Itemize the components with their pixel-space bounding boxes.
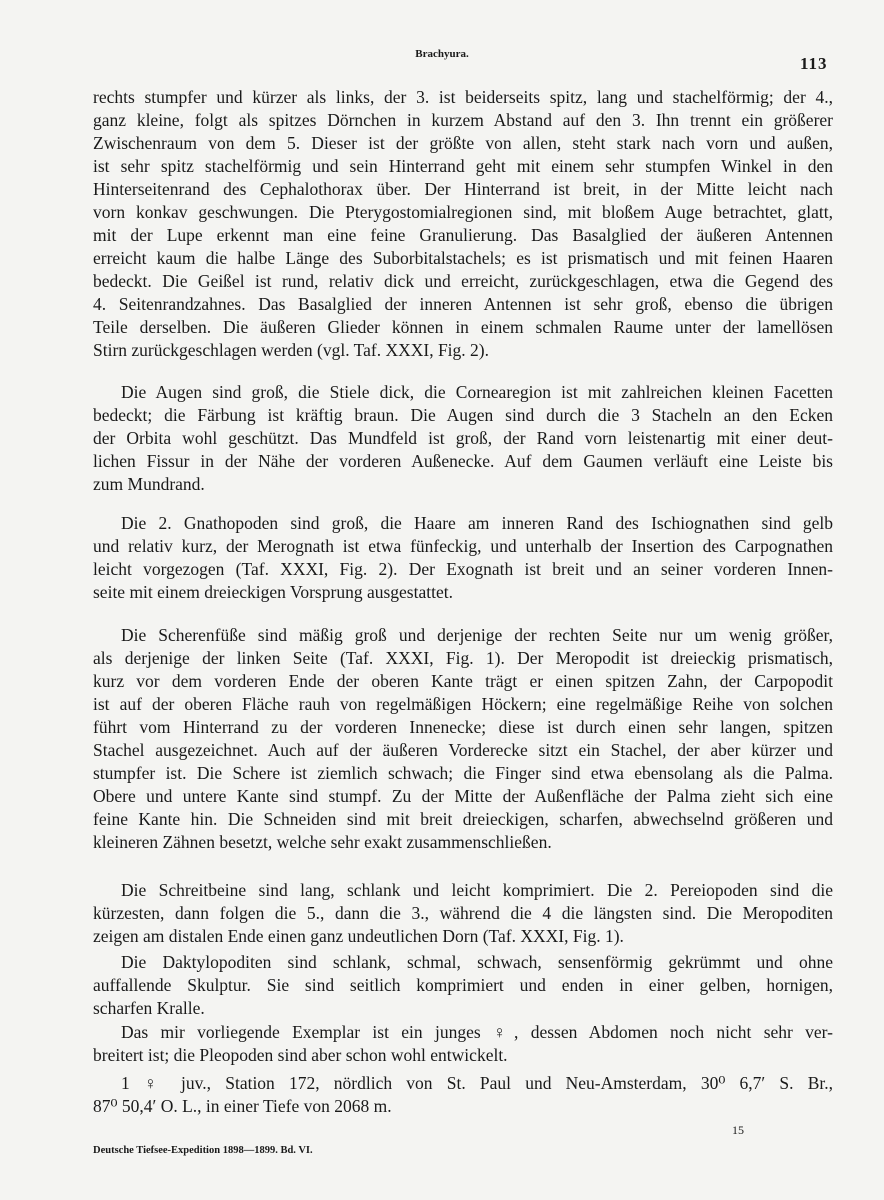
text-line: Das mir vorliegende Exemplar ist ein junges ♀, dessen Abdomen noch nicht sehr ver- xyxy=(121,1022,833,1042)
text-line: Die Schreitbeine sind lang, schlank und leicht komprimiert. Die 2. Pereiopoden sind die xyxy=(121,880,833,900)
text-line: auffallende Skulptur. Sie sind seitlich komprimiert und enden in einer gelben, hornigen, xyxy=(93,975,833,995)
text-line: Die 2. Gnathopoden sind groß, die Haare am inneren Rand des Ischiognathen sind gelb xyxy=(121,513,833,533)
text-line: 1 ♀ juv., Station 172, nördlich von St. Paul und Neu-Amsterdam, 30⁰ 6,7′ S. Br., xyxy=(121,1073,833,1093)
paragraph xyxy=(93,381,833,496)
text-line: bedeckt. Die Geißel ist rund, relativ dick und erreicht, zurückgeschlagen, etwa die Gegend des xyxy=(93,271,833,291)
text-line: Stirn zurückgeschlagen werden (vgl. Taf. XXXI, Fig. 2). xyxy=(93,340,489,360)
text-line: Die Daktylopoditen sind schlank, schmal, schwach, sensenförmig gekrümmt und ohne xyxy=(121,952,833,972)
paragraph xyxy=(93,86,833,362)
text-line: lichen Fissur in der Nähe der vorderen Außenecke. Auf dem Gaumen verläuft eine Leiste bis xyxy=(93,451,833,471)
text-line: zeigen am distalen Ende einen ganz undeutlichen Dorn (Taf. XXXI, Fig. 1). xyxy=(93,926,624,946)
text-line: rechts stumpfer und kürzer als links, der 3. ist beiderseits spitz, lang und stachelförmig; der 4., xyxy=(93,87,833,107)
text-line: Obere und untere Kante sind stumpf. Zu der Mitte der Außenfläche der Palma zieht sich eine xyxy=(93,786,833,806)
text-line: ganz kleine, folgt als spitzes Dörnchen in kurzem Abstand auf den 3. Ihn trennt ein größerer xyxy=(93,110,833,130)
text-line: stumpfer ist. Die Schere ist ziemlich schwach; die Finger sind etwa ebensolang als die Palma. xyxy=(93,763,833,783)
text-line: Die Scherenfüße sind mäßig groß und derjenige der rechten Seite nur um wenig größer, xyxy=(121,625,833,645)
text-line: breitert ist; die Pleopoden sind aber schon wohl entwickelt. xyxy=(93,1045,508,1065)
paragraph xyxy=(93,512,833,604)
text-line: und relativ kurz, der Merognath ist etwa fünfeckig, und unterhalb der Insertion des Carpognathen xyxy=(93,536,833,556)
paragraph xyxy=(93,879,833,948)
text-line: kleineren Zähnen besetzt, welche sehr exakt zusammenschließen. xyxy=(93,832,552,852)
text-line: 87⁰ 50,4′ O. L., in einer Tiefe von 2068 m. xyxy=(93,1096,392,1116)
signature-mark: 15 xyxy=(732,1123,744,1137)
text-line: als derjenige der linken Seite (Taf. XXXI, Fig. 1). Der Meropodit ist dreieckig prismatisch, xyxy=(93,648,833,668)
text-line: seite mit einem dreieckigen Vorsprung ausgestattet. xyxy=(93,582,453,602)
text-line: leicht vorgezogen (Taf. XXXI, Fig. 2). Der Exognath ist breit und an seiner vorderen Innen- xyxy=(93,559,833,579)
text-line: mit der Lupe erkennt man eine feine Granulierung. Das Basalglied der äußeren Antennen xyxy=(93,225,833,245)
text-line: bedeckt; die Färbung ist kräftig braun. Die Augen sind durch die 3 Stacheln an den Ecken xyxy=(93,405,833,425)
paragraph xyxy=(93,951,833,1020)
text-line: Hinterseitenrand des Cephalothorax über. Der Hinterrand ist breit, in der Mitte leicht nach xyxy=(93,179,833,199)
paragraph xyxy=(93,624,833,854)
text-line: 4. Seitenrandzahnes. Das Basalglied der inneren Antennen ist sehr groß, ebenso die übrigen xyxy=(93,294,833,314)
text-line: scharfen Kralle. xyxy=(93,998,205,1018)
text-line: erreicht kaum die halbe Länge des Suborbitalstachels; es ist prismatisch und mit feinen Haaren xyxy=(93,248,833,268)
paragraph xyxy=(93,1072,833,1118)
text-line: Teile derselben. Die äußeren Glieder können in einem schmalen Raume unter der lamellösen xyxy=(93,317,833,337)
text-line: Stachel ausgezeichnet. Auch auf der äußeren Vorderecke sitzt ein Stachel, der aber kürzer und xyxy=(93,740,833,760)
paragraph xyxy=(93,1021,833,1067)
footer-series: Deutsche Tiefsee-Expedition 1898—1899. Bd. VI. xyxy=(93,1145,313,1156)
text-line: der Orbita wohl geschützt. Das Mundfeld ist groß, der Rand vorn leistenartig mit einer deut- xyxy=(93,428,833,448)
text-line: Zwischenraum von dem 5. Dieser ist der größte von allen, steht stark nach vorn und außen, xyxy=(93,133,833,153)
text-line: Die Augen sind groß, die Stiele dick, die Cornearegion ist mit zahlreichen kleinen Facetten xyxy=(121,382,833,402)
text-line: kurz vor dem vorderen Ende der oberen Kante trägt er einen spitzen Zahn, der Carpopodit xyxy=(93,671,833,691)
text-line: ist auf der oberen Fläche rauh von regelmäßigen Höckern; eine regelmäßige Reihe von solchen xyxy=(93,694,833,714)
text-line: ist sehr spitz stachelförmig und sein Hinterrand geht mit einem sehr stumpfen Winkel in den xyxy=(93,156,833,176)
page-number: 113 xyxy=(800,54,828,73)
running-title: Brachyura. xyxy=(415,48,469,60)
text-line: vorn konkav geschwungen. Die Pterygostomialregionen sind, mit bloßem Auge betrachtet, glatt, xyxy=(93,202,833,222)
text-line: kürzesten, dann folgen die 5., dann die 3., während die 4 die längsten sind. Die Meropoditen xyxy=(93,903,833,923)
text-line: feine Kante hin. Die Schneiden sind mit breit dreieckigen, scharfen, abwechselnd größeren und xyxy=(93,809,833,829)
text-line: zum Mundrand. xyxy=(93,474,205,494)
text-line: führt vom Hinterrand zu der vorderen Innenecke; diese ist durch einen sehr langen, spitzen xyxy=(93,717,833,737)
